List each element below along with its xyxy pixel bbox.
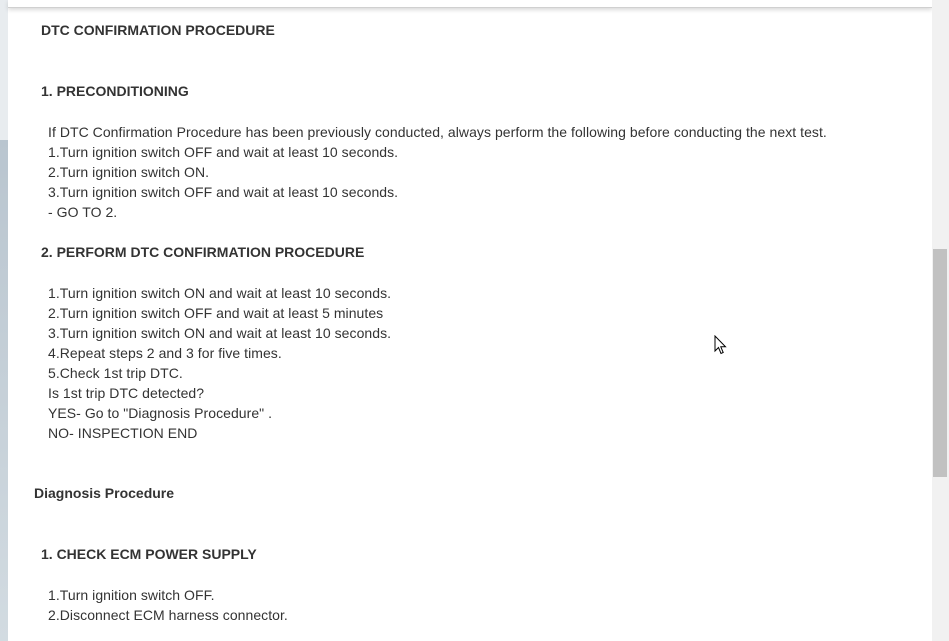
text-line: 2.Turn ignition switch ON. xyxy=(48,164,210,180)
scrollbar-thumb[interactable] xyxy=(933,249,947,477)
heading-perform-dtc: 2. PERFORM DTC CONFIRMATION PROCEDURE xyxy=(41,244,365,260)
text-line: 4.Repeat steps 2 and 3 for five times. xyxy=(48,345,282,361)
document-panel xyxy=(8,0,932,641)
vertical-scrollbar[interactable] xyxy=(932,0,949,641)
text-line: YES- Go to "Diagnosis Procedure" . xyxy=(48,405,273,421)
mouse-pointer-icon xyxy=(714,335,728,355)
background-window xyxy=(0,0,8,641)
text-line: 5.Check 1st trip DTC. xyxy=(48,365,183,381)
document-content xyxy=(8,0,932,641)
heading-dtc-confirmation: DTC CONFIRMATION PROCEDURE xyxy=(41,22,275,38)
text-line: 2.Disconnect ECM harness connector. xyxy=(48,607,288,623)
heading-check-ecm-power: 1. CHECK ECM POWER SUPPLY xyxy=(41,546,257,562)
text-line: 3.Turn ignition switch OFF and wait at least 10 seconds. xyxy=(48,184,399,200)
header-bar-edge xyxy=(8,0,932,8)
text-line: 1.Turn ignition switch OFF and wait at least 10 seconds. xyxy=(48,144,399,160)
text-line: - GO TO 2. xyxy=(48,204,118,220)
text-line: 1.Turn ignition switch ON and wait at least 10 seconds. xyxy=(48,285,392,301)
text-line: Is 1st trip DTC detected? xyxy=(48,385,205,401)
text-line: 2.Turn ignition switch OFF and wait at least 5 minutes xyxy=(48,305,384,321)
text-line: If DTC Confirmation Procedure has been previously conducted, always perform the following before conducting the next test. xyxy=(48,124,827,140)
heading-preconditioning: 1. PRECONDITIONING xyxy=(41,83,189,99)
text-line: 3.Turn ignition switch ON and wait at least 10 seconds. xyxy=(48,325,392,341)
text-line: 1.Turn ignition switch OFF. xyxy=(48,587,215,603)
heading-diagnosis-procedure: Diagnosis Procedure xyxy=(34,485,175,501)
text-line: NO- INSPECTION END xyxy=(48,425,198,441)
